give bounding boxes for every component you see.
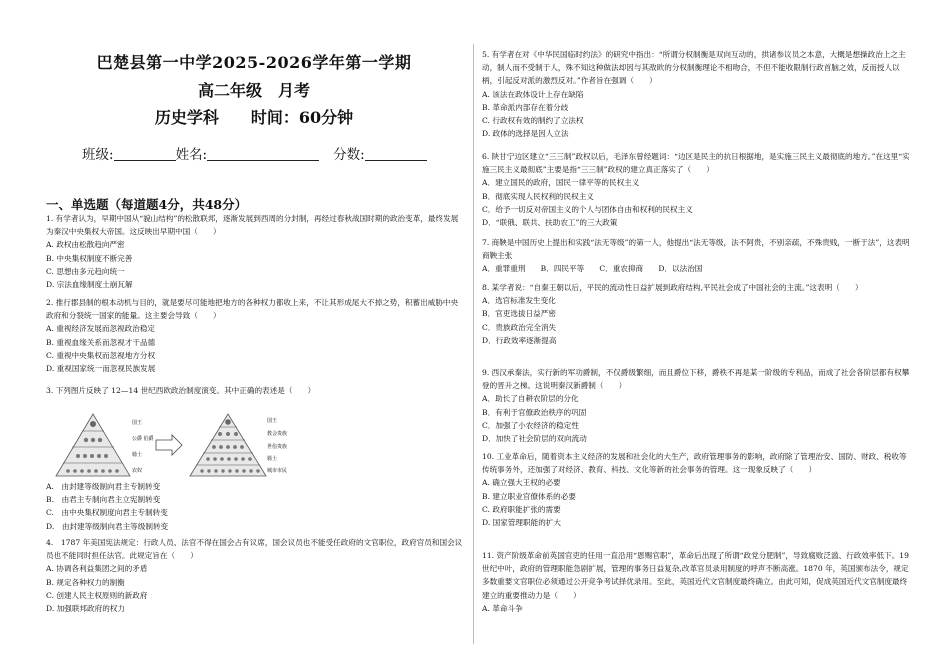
question-stem: 10. 工业革命后，随着资本主义经济的发展和社会化的大生产，政府管理事务的影响，政府除了管理治安、国防、财政、税收等传统事务外，还加强了对经济、教育、科技、文化等新的社会事务的管理。这一现象反映了（ ） [482,452,907,475]
right-label-0: 国王 [267,418,278,424]
question-3-options [46,480,464,533]
option-a: A. 由封建等级制向君主专制转变 [46,482,161,491]
option-a: A. 协调各利益集团之间的矛盾 [46,564,148,574]
option-c: C. 创建人民主权原则的新政府 [46,590,148,600]
question-4 [46,536,464,615]
exam-title-school: 巴楚县第一中学2025-2026学年第一学期 [96,53,412,72]
score-blank[interactable] [365,146,427,161]
option-a: A. 确立强大王权的必要 [482,478,561,488]
exam-title-grade: 高二年级 月考 [197,81,310,100]
option-b: B．官吏选拔日益严密 [482,309,556,319]
question-3 [46,384,464,397]
question-1 [46,212,464,291]
question-6 [482,150,910,229]
option-b: B．有利于官僚政治秩序的巩固 [482,407,587,417]
option-b: B．彻底实现人民权利的民权主义 [482,191,594,201]
left-label-1: 公爵 伯爵 [132,436,154,442]
question-stem: 7. 商鞅是中国历史上提出和实践“法无等级”的第一人，他提出“法无等级，法不阿贵，不别亲疏，不殊贵贱，一断于法”，这表明商鞅主张 [482,238,910,261]
options-row: A．重罪重刑 B．四民平等 C．重农抑商 D．以法治国 [482,264,703,274]
question-10 [482,450,910,529]
feudal-structure-figure [48,410,288,480]
option-d: D. 重视国家统一而忽视民族发展 [46,364,156,374]
question-7 [482,236,910,276]
arrow-icon [156,435,182,455]
question-9 [482,366,910,445]
left-label-0: 国王 [132,420,143,426]
option-c: C. 政府职能扩张的需要 [482,504,561,514]
option-d: D. 宗法血缘制度土崩瓦解 [46,280,133,290]
option-c: C. 行政权有效的制约了立法权 [482,116,584,126]
option-a: A. 该法在政体设计上存在缺陷 [482,89,584,99]
option-c: C．给予一切反对帝国主义的个人与团体自由和权利的民权主义 [482,204,693,214]
class-blank[interactable] [114,146,176,161]
option-a: A．建立国民的政府，国民一律平等的民权主义 [482,178,640,188]
question-stem: 6. 陕甘宁边区建立“三三制”政权以后，毛泽东曾经题词：“边区是民主的抗日根据地，是实施三民主义最彻底的地方。”在这里“实施三民主义最彻底”主要是指“三三制”政权的建立真正落实了（ ） [482,152,910,175]
right-label-3: 骑士 [267,456,278,462]
option-d: D. 政体的选择是因人立法 [482,129,569,139]
question-stem: 4. 1787 年美国宪法规定：行政人员、法官不得在国会占有议席，国会议员也不能受任政府的文官职位，政府官员和国会议员也不能同时担任法官。此规定旨在（ ） [46,538,463,561]
question-11 [482,549,910,615]
question-2 [46,296,464,375]
question-stem: 8. 某学者说：“自秦王朝以后，平民的流动性日益扩展到政府结构,平民社会成了中国社会的主流。”这表明（ ） [482,283,863,292]
option-b: B. 建立职业官僚体系的必要 [482,491,576,501]
question-5 [482,48,910,140]
option-b: B. 中央集权制度不断完善 [46,253,133,263]
question-stem: 5. 有学者在对《中华民国临时约法》的研究中指出：“所谓分权制衡是双向互动的，拱诸参议员之本意，大概是想操政治上之主动，制人而不受制于人，殊不知这种做法却因与其敌欧的分权制衡理论不相吻合，不但不能收限制行政首脑之效，反而授人以柄，引起反对派的激烈反对。”作者旨在强调（ ） [482,50,906,86]
option-b: B. 革命派内部存在着分歧 [482,102,569,112]
option-c: C. 思想由多元趋向统一 [46,266,125,276]
option-b: B. 重视血缘关系而忽视才干品德 [46,337,156,347]
option-a: A. 革命斗争 [482,603,523,613]
class-label: 班级: [82,147,114,163]
option-b: B. 由君主专制向君主立宪制转变 [46,495,161,505]
option-a: A．助长了自耕农阶层的分化 [482,394,579,404]
column-divider [473,44,474,644]
option-a: A. 政权由松散趋向严密 [46,240,125,250]
right-label-4: 城市市民 [267,468,288,474]
option-c: C. 由中央集权制度向君主专制转变 [46,508,168,518]
option-d: D．加快了社会阶层的双向流动 [482,434,587,444]
option-d: D. 加强联邦政府的权力 [46,604,125,614]
question-stem: 3. 下列图片反映了 12—14 世纪西欧政治制度演变。其中正确的表述是（ ） [46,386,316,395]
question-stem: 2. 推行郡县制的根本动机与目的，就是要尽可能地把地方的各种权力都收上来，不让其形成尾大不掉之势，积蓄出威胁中央政府和分裂统一国家的能量。这主要会导致（ ） [46,298,459,321]
section-title: 一、单选题（每道题4分，共48分） [46,197,248,212]
question-stem: 11. 资产阶级革命前英国官吏的任用一直沿用“恩赐官职”，革命后出现了所谓“政党分肥制”，导致腐败泛滥、行政效率低下。19 世纪中叶，政府的管理职能急剧扩展，管理的事务日益复杂,改革官员录用制度的呼声不断高涨。1870 年，英国颁布法令，规定多数重要文官职位必须通过公开竞争考试择优录用。至此，英国近代文官制度最终确立。由此可知，促成英国近代文官制度最终建立的重要推动力是（ ） [482,551,909,600]
score-label: 分数: [333,147,365,163]
left-label-3: 农奴 [132,468,143,474]
option-c: C．贵族政治完全消失 [482,322,557,332]
option-d: D．“联俄、联共、扶助农工”的三大政策 [482,218,618,228]
right-label-1: 教会贵族 [267,431,288,437]
right-label-2: 世俗贵族 [267,444,288,450]
option-d: D. 国家管理职能的扩大 [482,518,561,528]
option-d: D. 由封建等级制向君主等级制转变 [46,521,169,531]
option-d: D．行政效率逐渐提高 [482,335,557,345]
option-a: A. 重视经济发展而忽视政治稳定 [46,324,156,334]
left-label-2: 骑士 [132,452,143,458]
question-stem: 9. 西汉承秦法，实行新的军功爵制，不仅爵级繁细，而且爵位下移，爵秩不再是某一阶级的专利品，而成了社会各阶层都有权攀登的晋升之梯。这说明秦汉新爵制（ ） [482,368,910,391]
left-pyramid [56,414,154,476]
right-pyramid [190,414,287,476]
student-info-line [82,143,427,163]
option-c: C. 重视中央集权而忽视地方分权 [46,350,156,360]
option-c: C．加强了小农经济的稳定性 [482,420,579,430]
option-b: B. 规定各种权力的制衡 [46,577,125,587]
name-label: 姓名: [175,147,208,163]
question-8 [482,281,910,347]
name-blank[interactable] [207,146,319,161]
exam-title-subject: 历史学科 时间：60分钟 [154,108,354,127]
question-stem: 1. 有学者认为，早期中国从“貌山结构”的松散联邦，逐渐发展到西周的分封制，再经过春秋战国时期的政治变革，最终发展为秦汉中央集权大帝国。这反映出早期中国（ ） [46,214,459,237]
option-a: A．选官标准发生变化 [482,296,556,306]
